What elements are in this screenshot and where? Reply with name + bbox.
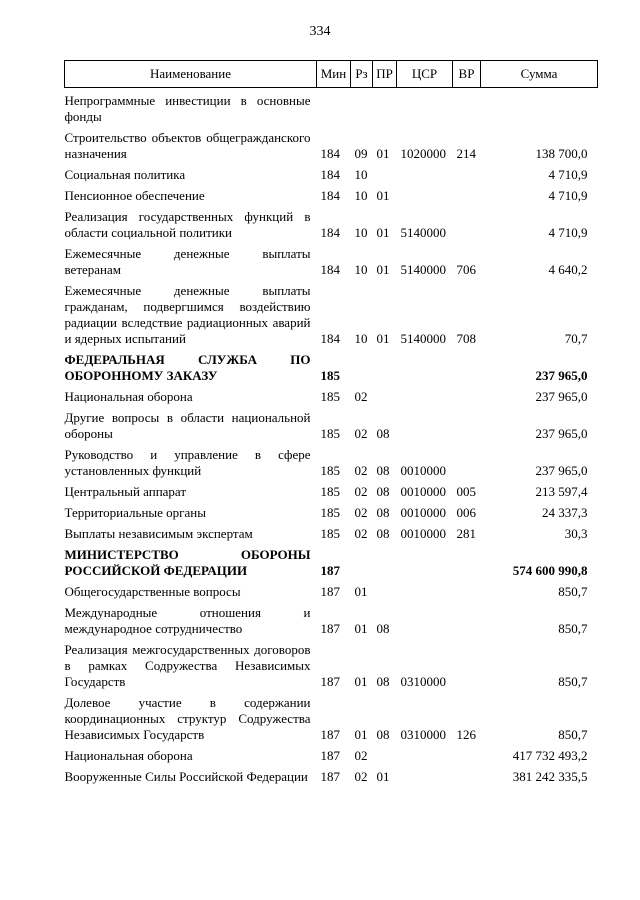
table-row bbox=[65, 579, 598, 600]
cell-pr: 08 bbox=[376, 526, 390, 541]
cell-pr: 08 bbox=[376, 674, 390, 689]
cell-name bbox=[65, 125, 317, 162]
cell-csr bbox=[397, 579, 453, 600]
table-body bbox=[65, 88, 598, 786]
cell-pr bbox=[373, 347, 397, 384]
row-title: Ежемесячные денежные выплаты гражданам, подвергшимся воздействию радиации вследствие радиационных аварий и ядерных испытаний bbox=[64, 283, 311, 346]
cell-sum: 850,7 bbox=[558, 584, 588, 599]
cell-vr bbox=[453, 204, 481, 241]
cell-pr: 08 bbox=[376, 484, 390, 499]
cell-sum: 237 965,0 bbox=[535, 426, 588, 441]
table-row bbox=[65, 204, 598, 241]
cell-sum: 381 242 335,5 bbox=[512, 769, 588, 784]
cell-csr bbox=[397, 764, 453, 785]
row-title: Национальная оборона bbox=[64, 389, 193, 404]
cell-min: 187 bbox=[320, 727, 340, 742]
row-title: Реализация государственных функций в области социальной политики bbox=[64, 209, 311, 240]
cell-min: 187 bbox=[320, 748, 340, 763]
row-title: Центральный аппарат bbox=[64, 484, 187, 499]
cell-csr: 0010000 bbox=[400, 484, 446, 499]
cell-min: 184 bbox=[320, 225, 340, 240]
cell-rz bbox=[351, 88, 373, 126]
header-rz: Рз bbox=[351, 61, 373, 88]
cell-name bbox=[65, 500, 317, 521]
row-title: Вооруженные Силы Российской Федерации bbox=[64, 769, 308, 784]
cell-name bbox=[65, 347, 317, 384]
cell-name bbox=[65, 204, 317, 241]
row-title: Международные отношения и международное сотрудничество bbox=[64, 605, 311, 636]
cell-name bbox=[65, 579, 317, 600]
cell-pr bbox=[373, 579, 397, 600]
row-title: Реализация межгосударственных договоров в рамках Содружества Независимых Государств bbox=[64, 642, 311, 689]
table-row bbox=[65, 743, 598, 764]
cell-sum: 417 732 493,2 bbox=[512, 748, 588, 763]
cell-name bbox=[65, 479, 317, 500]
cell-sum: 213 597,4 bbox=[535, 484, 588, 499]
header-min: Мин bbox=[317, 61, 351, 88]
cell-sum: 237 965,0 bbox=[535, 463, 588, 478]
cell-csr bbox=[397, 384, 453, 405]
cell-csr: 0010000 bbox=[400, 463, 446, 478]
cell-vr: 214 bbox=[456, 146, 476, 161]
cell-sum: 850,7 bbox=[558, 621, 588, 636]
cell-rz: 01 bbox=[354, 674, 368, 689]
row-title: Национальная оборона bbox=[64, 748, 193, 763]
cell-vr bbox=[453, 88, 481, 126]
cell-min: 185 bbox=[320, 505, 340, 520]
cell-rz: 10 bbox=[354, 188, 368, 203]
cell-name bbox=[65, 542, 317, 579]
cell-csr bbox=[397, 542, 453, 579]
cell-rz: 01 bbox=[354, 584, 368, 599]
table-row bbox=[65, 442, 598, 479]
cell-min: 184 bbox=[320, 167, 340, 182]
header-name: Наименование bbox=[65, 61, 317, 88]
cell-pr: 01 bbox=[376, 225, 390, 240]
row-title: Ежемесячные денежные выплаты ветеранам bbox=[64, 246, 311, 277]
cell-rz: 02 bbox=[354, 748, 368, 763]
cell-vr bbox=[453, 743, 481, 764]
cell-min: 187 bbox=[320, 769, 340, 784]
cell-csr: 0310000 bbox=[400, 727, 446, 742]
cell-csr: 0010000 bbox=[400, 505, 446, 520]
cell-name bbox=[65, 690, 317, 743]
cell-name bbox=[65, 442, 317, 479]
header-vr: ВР bbox=[453, 61, 481, 88]
cell-name bbox=[65, 162, 317, 183]
cell-rz: 01 bbox=[354, 621, 368, 636]
cell-vr: 708 bbox=[456, 331, 476, 346]
table-row bbox=[65, 125, 598, 162]
cell-vr bbox=[453, 347, 481, 384]
row-title: Территориальные органы bbox=[64, 505, 206, 520]
cell-vr bbox=[453, 637, 481, 690]
row-title: ФЕДЕРАЛЬНАЯ СЛУЖБА ПО ОБОРОННОМУ ЗАКАЗУ bbox=[64, 352, 311, 383]
cell-min: 187 bbox=[320, 584, 340, 599]
cell-min: 185 bbox=[320, 389, 340, 404]
cell-pr: 08 bbox=[376, 426, 390, 441]
cell-min: 185 bbox=[320, 368, 340, 383]
table-row bbox=[65, 241, 598, 278]
cell-rz: 02 bbox=[354, 484, 368, 499]
row-title: Пенсионное обеспечение bbox=[64, 188, 205, 203]
row-title: Строительство объектов общегражданского назначения bbox=[64, 130, 311, 161]
table-row bbox=[65, 162, 598, 183]
cell-vr bbox=[453, 764, 481, 785]
row-title: Руководство и управление в сфере установленных функций bbox=[64, 447, 311, 478]
cell-name bbox=[65, 637, 317, 690]
cell-pr bbox=[373, 743, 397, 764]
table-row bbox=[65, 183, 598, 204]
cell-csr: 5140000 bbox=[400, 225, 446, 240]
cell-pr: 01 bbox=[376, 262, 390, 277]
cell-rz: 10 bbox=[354, 167, 368, 182]
cell-vr bbox=[453, 183, 481, 204]
cell-min: 184 bbox=[320, 262, 340, 277]
table-row bbox=[65, 278, 598, 347]
row-title: Другие вопросы в области национальной обороны bbox=[64, 410, 311, 441]
cell-vr bbox=[453, 162, 481, 183]
cell-sum: 24 337,3 bbox=[542, 505, 588, 520]
row-title: Общегосударственные вопросы bbox=[64, 584, 241, 599]
cell-pr bbox=[373, 162, 397, 183]
cell-rz: 09 bbox=[354, 146, 368, 161]
cell-rz: 02 bbox=[354, 505, 368, 520]
cell-sum bbox=[481, 88, 598, 126]
cell-sum: 850,7 bbox=[558, 727, 588, 742]
cell-pr bbox=[373, 88, 397, 126]
cell-rz: 02 bbox=[354, 463, 368, 478]
cell-rz: 01 bbox=[354, 727, 368, 742]
cell-sum: 574 600 990,8 bbox=[512, 563, 588, 578]
cell-vr: 005 bbox=[456, 484, 476, 499]
cell-csr: 0010000 bbox=[400, 526, 446, 541]
table-row bbox=[65, 500, 598, 521]
header-csr: ЦСР bbox=[397, 61, 453, 88]
cell-pr bbox=[373, 542, 397, 579]
cell-name bbox=[65, 405, 317, 442]
cell-sum: 850,7 bbox=[558, 674, 588, 689]
cell-name bbox=[65, 241, 317, 278]
cell-pr: 01 bbox=[376, 146, 390, 161]
row-title: Выплаты независимым экспертам bbox=[64, 526, 253, 541]
table-row bbox=[65, 384, 598, 405]
cell-min: 185 bbox=[320, 484, 340, 499]
cell-rz: 10 bbox=[354, 331, 368, 346]
cell-name bbox=[65, 764, 317, 785]
table-row bbox=[65, 600, 598, 637]
cell-sum: 138 700,0 bbox=[535, 146, 588, 161]
cell-rz: 02 bbox=[354, 389, 368, 404]
cell-vr: 006 bbox=[456, 505, 476, 520]
header-pr: ПР bbox=[373, 61, 397, 88]
cell-name bbox=[65, 521, 317, 542]
cell-rz: 10 bbox=[354, 262, 368, 277]
table-row bbox=[65, 347, 598, 384]
cell-sum: 237 965,0 bbox=[535, 389, 588, 404]
cell-vr: 281 bbox=[456, 526, 476, 541]
cell-min: 187 bbox=[320, 621, 340, 636]
cell-pr: 01 bbox=[376, 769, 390, 784]
page-number: 334 bbox=[309, 24, 331, 39]
cell-csr bbox=[397, 743, 453, 764]
cell-csr bbox=[397, 183, 453, 204]
cell-name bbox=[65, 600, 317, 637]
cell-name bbox=[65, 183, 317, 204]
cell-vr bbox=[453, 442, 481, 479]
cell-min: 184 bbox=[320, 146, 340, 161]
cell-min: 184 bbox=[320, 331, 340, 346]
cell-vr bbox=[453, 600, 481, 637]
table-row bbox=[65, 637, 598, 690]
row-title: Долевое участие в содержании координационных структур Содружества Независимых Государств bbox=[64, 695, 311, 742]
table-header-row bbox=[65, 61, 598, 88]
cell-vr bbox=[453, 542, 481, 579]
cell-min: 184 bbox=[320, 188, 340, 203]
cell-vr: 706 bbox=[456, 262, 476, 277]
cell-pr bbox=[373, 384, 397, 405]
cell-vr bbox=[453, 384, 481, 405]
row-title: МИНИСТЕРСТВО ОБОРОНЫ РОССИЙСКОЙ ФЕДЕРАЦИИ bbox=[64, 547, 311, 578]
cell-sum: 30,3 bbox=[564, 526, 588, 541]
cell-csr: 1020000 bbox=[400, 146, 446, 161]
table-row bbox=[65, 542, 598, 579]
cell-min: 187 bbox=[320, 674, 340, 689]
cell-sum: 4 710,9 bbox=[548, 167, 588, 182]
cell-pr: 01 bbox=[376, 188, 390, 203]
row-title: Непрограммные инвестиции в основные фонды bbox=[64, 93, 311, 124]
cell-csr bbox=[397, 88, 453, 126]
table-row bbox=[65, 88, 598, 126]
cell-sum: 4 710,9 bbox=[548, 225, 588, 240]
cell-rz: 02 bbox=[354, 426, 368, 441]
cell-pr: 08 bbox=[376, 463, 390, 478]
cell-rz bbox=[351, 542, 373, 579]
cell-rz: 02 bbox=[354, 769, 368, 784]
cell-vr bbox=[453, 405, 481, 442]
cell-csr: 0310000 bbox=[400, 674, 446, 689]
table-row bbox=[65, 479, 598, 500]
budget-table bbox=[64, 60, 598, 785]
cell-csr bbox=[397, 600, 453, 637]
cell-sum: 4 640,2 bbox=[548, 262, 588, 277]
table-row bbox=[65, 764, 598, 785]
cell-name bbox=[65, 384, 317, 405]
cell-name bbox=[65, 278, 317, 347]
cell-name bbox=[65, 743, 317, 764]
cell-rz: 02 bbox=[354, 526, 368, 541]
header-sum: Сумма bbox=[481, 61, 598, 88]
cell-min: 187 bbox=[320, 563, 340, 578]
cell-csr: 5140000 bbox=[400, 331, 446, 346]
cell-min: 185 bbox=[320, 426, 340, 441]
cell-min: 185 bbox=[320, 463, 340, 478]
table-row bbox=[65, 521, 598, 542]
cell-sum: 237 965,0 bbox=[535, 368, 588, 383]
row-title: Социальная политика bbox=[64, 167, 186, 182]
cell-min: 185 bbox=[320, 526, 340, 541]
cell-pr: 08 bbox=[376, 727, 390, 742]
cell-csr: 5140000 bbox=[400, 262, 446, 277]
cell-pr: 01 bbox=[376, 331, 390, 346]
table-row bbox=[65, 405, 598, 442]
cell-pr: 08 bbox=[376, 621, 390, 636]
cell-rz bbox=[351, 347, 373, 384]
cell-rz: 10 bbox=[354, 225, 368, 240]
cell-pr: 08 bbox=[376, 505, 390, 520]
cell-vr: 126 bbox=[456, 727, 476, 742]
cell-sum: 70,7 bbox=[564, 331, 588, 346]
cell-csr bbox=[397, 347, 453, 384]
cell-sum: 4 710,9 bbox=[548, 188, 588, 203]
cell-csr bbox=[397, 405, 453, 442]
cell-csr bbox=[397, 162, 453, 183]
cell-vr bbox=[453, 579, 481, 600]
cell-name bbox=[65, 88, 317, 126]
cell-min bbox=[317, 88, 351, 126]
table-row bbox=[65, 690, 598, 743]
